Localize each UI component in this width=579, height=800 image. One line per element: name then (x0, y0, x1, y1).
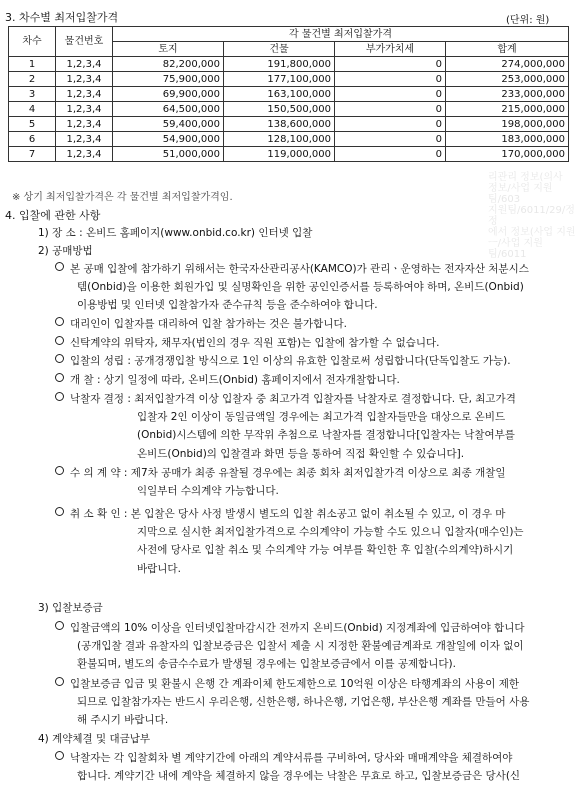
method-item: 대리인이 입찰자를 대리하여 입찰 참가하는 것은 불가합니다. (55, 315, 347, 333)
table-row (9, 147, 569, 162)
bullet-icon (55, 262, 64, 271)
table-row (9, 102, 569, 117)
table-cell: 4 (9, 102, 56, 117)
table-row (9, 57, 569, 72)
table-cell: 82,200,000 (113, 57, 224, 72)
deposit-item: 입찰금액의 10% 이상을 인터넷입찰마감시간 전까지 온비드(Onbid) 지정계좌에 입금하여야 합니다 (공개입찰 결과 유찰자의 입찰보증금은 입찰서 제출 시 지정한 환불예금계좌로 개찰일에 이자 없이 환불되며, 별도의 송금수수료가 발생될 경우에는 입찰보증금에서 이를 공제합니다). (55, 619, 525, 674)
col-land: 토지 (113, 42, 224, 57)
bullet-icon (55, 317, 64, 326)
table-cell: 1,2,3,4 (56, 87, 113, 102)
table-cell: 1 (9, 57, 56, 72)
contract-title: 4) 계약체결 및 대금납부 (38, 733, 151, 745)
table-cell: 1,2,3,4 (56, 147, 113, 162)
table-cell: 1,2,3,4 (56, 102, 113, 117)
table-cell: 51,000,000 (113, 147, 224, 162)
table-cell: 0 (335, 57, 446, 72)
table-cell: 198,000,000 (446, 117, 569, 132)
method-item: 본 공매 입찰에 참가하기 위해서는 한국자산관리공사(KAMCO)가 관리ㆍ운영하는 전자자산 처분시스 템(Onbid)을 이용한 회원가입 및 실명확인을 위한 공인인증서를 등록하여야 하며, 온비드(Onbid) 이용방법 및 인터넷 입찰참가자 준수규칙 등을 준수하여야 합니다. (55, 260, 529, 315)
table-note: ※ 상기 최저입찰가격은 각 물건별 최저입찰가격임. (12, 192, 233, 203)
table-cell: 150,500,000 (224, 102, 335, 117)
table-cell: 7 (9, 147, 56, 162)
table-cell: 69,900,000 (113, 87, 224, 102)
bullet-icon (55, 392, 64, 401)
table-cell: 6 (9, 132, 56, 147)
table-cell: 2 (9, 72, 56, 87)
method-item: 개 찰 : 상기 일정에 따라, 온비드(Onbid) 홈페이지에서 전자개찰합니다. (55, 371, 400, 389)
table-cell: 233,000,000 (446, 87, 569, 102)
bullet-icon (55, 507, 64, 516)
bullet-icon (55, 621, 64, 630)
table-row (9, 87, 569, 102)
table-cell: 0 (335, 147, 446, 162)
bullet-icon (55, 677, 64, 686)
col-item: 물건번호 (56, 27, 113, 57)
table-cell: 128,100,000 (224, 132, 335, 147)
col-vat: 부가가치세 (335, 42, 446, 57)
bullet-icon (55, 354, 64, 363)
min-bid-table (8, 26, 569, 162)
table-row (9, 117, 569, 132)
table-cell: 1,2,3,4 (56, 57, 113, 72)
col-total: 합계 (446, 42, 569, 57)
deposit-title: 3) 입찰보증금 (38, 602, 103, 614)
table-cell: 75,900,000 (113, 72, 224, 87)
table-cell: 183,000,000 (446, 132, 569, 147)
table-cell: 0 (335, 117, 446, 132)
table-cell: 64,500,000 (113, 102, 224, 117)
table-cell: 138,600,000 (224, 117, 335, 132)
bullet-icon (55, 336, 64, 345)
bid-place: 1) 장 소 : 온비드 홈페이지(www.onbid.co.kr) 인터넷 입찰 (38, 227, 313, 239)
table-cell: 191,800,000 (224, 57, 335, 72)
table-cell: 59,400,000 (113, 117, 224, 132)
table-row (9, 72, 569, 87)
table-cell: 3 (9, 87, 56, 102)
deposit-item: 입찰보증금 입금 및 환불시 은행 간 계좌이체 한도제한으로 10억원 이상은 타행계좌의 사용이 제한 되므로 입찰참가자는 반드시 우리은행, 신한은행, 하나은행, 기업은행, 부산은행 계좌를 만들어 사용 해 주시기 바랍니다. (55, 675, 529, 730)
section-title: 4. 입찰에 관한 사항 (5, 209, 101, 222)
table-cell: 170,000,000 (446, 147, 569, 162)
col-group: 각 물건별 최저입찰가격 (113, 27, 569, 42)
table-cell: 274,000,000 (446, 57, 569, 72)
method-item: 낙찰자 결정 : 최저입찰가격 이상 입찰자 중 최고가격 입찰자를 낙찰자로 결정합니다. 단, 최고가격 입찰자 2인 이상이 동일금액일 경우에는 최고가격 입찰자들만을 대상으로 온비드 (Onbid)시스템에 의한 무작위 추첨으로 낙찰자를 결정합니다[입찰자는 낙찰여부를 온비드(Onbid)의 입찰결과 화면 등을 통하여 직접 확인할 수 있습니다]. (55, 390, 516, 463)
contract-item: 낙찰자는 각 입찰회차 별 계약기간에 아래의 계약서류를 구비하여, 당사와 매매계약을 체결하여야 합니다. 계약기간 내에 계약을 체결하지 않을 경우에는 낙찰은 무효로 하고, 입찰보증금은 당사(신 (55, 749, 520, 785)
table-row (9, 132, 569, 147)
table-cell: 54,900,000 (113, 132, 224, 147)
table-cell: 0 (335, 87, 446, 102)
watermark-stamp: 리관리 정보(의사 정보/사업 지원팀/603 지원팀/6011/29/정정 에서 정보(사업 지원 ㅡ/사업 지원팀/6011 (488, 172, 576, 260)
unit-label: (단위: 원) (506, 15, 550, 26)
table-cell: 0 (335, 102, 446, 117)
auction-method-title: 2) 공매방법 (38, 245, 93, 257)
table-cell: 253,000,000 (446, 72, 569, 87)
table-cell: 0 (335, 132, 446, 147)
bullet-icon (55, 373, 64, 382)
table-cell: 1,2,3,4 (56, 117, 113, 132)
table-cell: 0 (335, 72, 446, 87)
bullet-icon (55, 466, 64, 475)
table-cell: 1,2,3,4 (56, 132, 113, 147)
table-cell: 163,100,000 (224, 87, 335, 102)
method-item: 취 소 확 인 : 본 입찰은 당사 사정 발생시 별도의 입찰 취소공고 없이 취소될 수 있고, 이 경우 마 지막으로 실시한 최저입찰가격으로 수의계약이 가능할 수도 있으니 입찰자(매수인)는 사전에 당사로 입찰 취소 및 수의계약 가능 여부를 확인한 후 입찰(수의계약)하시기 바랍니다. (55, 505, 524, 578)
col-building: 건물 (224, 42, 335, 57)
bullet-icon (55, 751, 64, 760)
table-cell: 177,100,000 (224, 72, 335, 87)
section-title: 3. 차수별 최저입찰가격 (5, 11, 119, 24)
table-cell: 5 (9, 117, 56, 132)
method-item: 수 의 계 약 : 제7차 공매가 최종 유찰될 경우에는 최종 회차 최저입찰가격 이상으로 최종 개찰일 익일부터 수의계약 가능합니다. (55, 464, 506, 500)
method-item: 입찰의 성립 : 공개경쟁입찰 방식으로 1인 이상의 유효한 입찰로써 성립합니다(단독입찰도 가능). (55, 352, 511, 370)
method-item: 신탁계약의 위탁자, 채무자(법인의 경우 직원 포함)는 입찰에 참가할 수 없습니다. (55, 334, 439, 352)
table-cell: 215,000,000 (446, 102, 569, 117)
col-round: 차수 (9, 27, 56, 57)
table-cell: 1,2,3,4 (56, 72, 113, 87)
table-cell: 119,000,000 (224, 147, 335, 162)
